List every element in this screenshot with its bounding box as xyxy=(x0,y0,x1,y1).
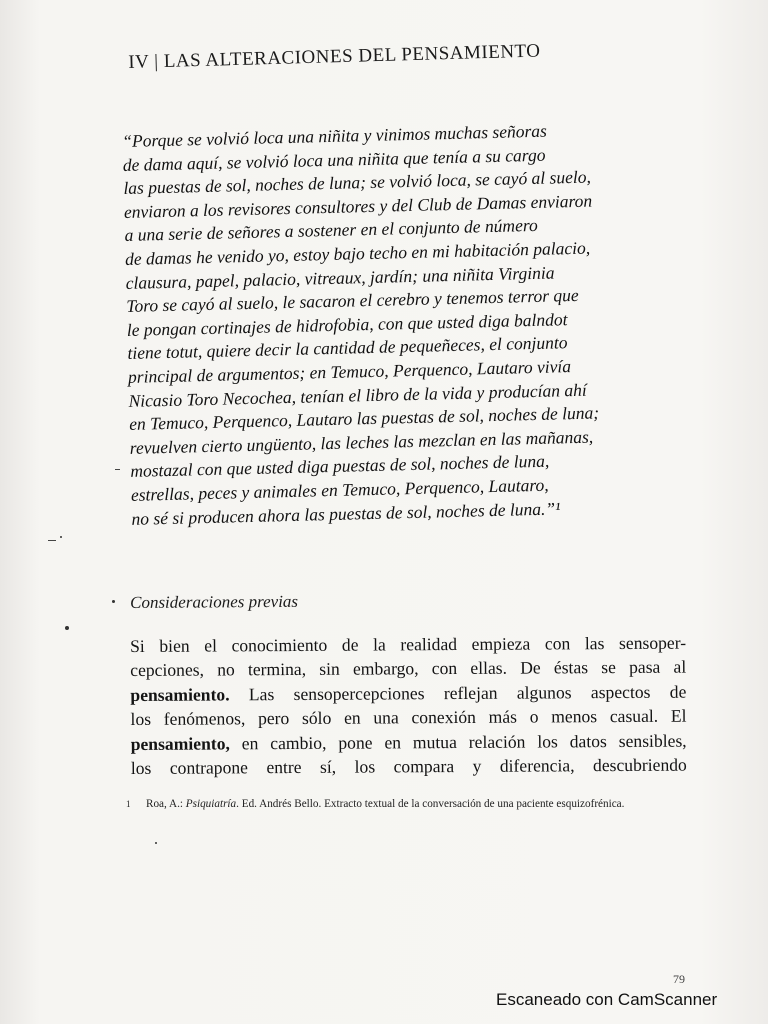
body-line-bold: pensamiento, xyxy=(130,733,230,754)
body-line xyxy=(131,753,687,781)
body-line xyxy=(130,655,686,683)
page-number: 79 xyxy=(673,972,685,986)
footnote-author: Roa, A.: xyxy=(146,798,183,810)
body-line-text: los contrapone entre sí, los compara y diferencia, descubriendo xyxy=(130,754,687,779)
scan-mark xyxy=(115,469,120,470)
quote-line: de damas he venido yo, estoy bajo techo en mi habitación palacio, xyxy=(124,237,591,269)
camscanner-watermark: Escaneado con CamScanner xyxy=(496,990,718,1009)
quote-line: las puestas de sol, noches de luna; se volvió loca, se cayó al suelo, xyxy=(123,166,592,199)
quote-line: de dama aquí, se volvió loca una niñita que tenía a su cargo xyxy=(122,144,546,175)
body-line-text: los fenómenos, pero sólo en una conexión más o menos casual. El xyxy=(130,705,687,730)
quote-line: enviaron a los revisores consultores y del Club de Damas enviaron xyxy=(123,190,593,222)
quote-line: en Temuco, Perquenco, Lautaro las puestas de sol, noches de luna; xyxy=(128,402,600,435)
quote-line: Nicasio Toro Necochea, tenían el libro de la vida y producían ahí xyxy=(128,379,587,411)
quote-line: “Porque se volvió loca una niñita y vinimos muchas señoras xyxy=(122,120,548,151)
body-line-text: Si bien el conocimiento de la realidad empieza con las sensoper- xyxy=(130,632,687,656)
quote-line: le pongan cortinajes de hidrofobia, con que usted diga balndot xyxy=(126,308,568,340)
section-heading: Consideraciones previas xyxy=(130,591,299,612)
quote-line: mostazal con que usted diga puestas de sol, noches de luna, xyxy=(130,450,550,482)
footnote-marker: 1 xyxy=(126,799,131,809)
body-line-text: cepciones, no termina, sin embargo, con ellas. De éstas se pasa al xyxy=(130,657,687,681)
quote-line: principal de argumentos; en Temuco, Perquenco, Lautaro vivía xyxy=(127,356,572,387)
chapter-title: IV | LAS ALTERACIONES DEL PENSAMIENTO xyxy=(128,40,541,73)
quote-line: clausura, papel, palacio, vitreaux, jardín; una niñita Virginia xyxy=(125,262,555,293)
quote-line: Toro se cayó al suelo, le sacaron el cerebro y tenemos terror que xyxy=(126,285,579,317)
quote-line: revuelven cierto ungüento, las leches las mezclan en las mañanas, xyxy=(129,426,594,458)
body-line xyxy=(131,728,687,756)
footnote-rest: . Ed. Andrés Bello. Extracto textual de la conversación de una paciente esquizofrénica. xyxy=(236,798,625,810)
body-line xyxy=(130,704,686,732)
patient-quote xyxy=(122,116,702,531)
body-line-bold: pensamiento. xyxy=(130,684,230,705)
body-line xyxy=(130,679,686,707)
scan-speck xyxy=(155,842,157,844)
footnote xyxy=(126,797,686,812)
quote-line: a una serie de señores a sostener en el conjunto de número xyxy=(124,215,538,246)
scan-mark xyxy=(48,540,56,541)
quote-line: tiene totut, quiere decir la cantidad de pequeñeces, el conjunto xyxy=(127,332,568,364)
footnote-text xyxy=(146,797,681,812)
scan-speck xyxy=(112,600,115,603)
body-line xyxy=(130,631,686,659)
body-line-text: en cambio, pone en mutua relación los datos sensibles, xyxy=(229,730,687,754)
quote-line: no sé si producen ahora las puestas de sol, noches de luna.”¹ xyxy=(131,497,561,529)
scan-speck xyxy=(65,626,69,630)
body-line-text: Las sensopercepciones reflejan algunos aspectos de xyxy=(229,681,687,705)
footnote-work: Psiquiatría xyxy=(185,798,237,810)
scan-speck xyxy=(60,536,62,538)
quote-line: estrellas, peces y animales en Temuco, Perquenco, Lautaro, xyxy=(130,474,549,505)
body-paragraph xyxy=(130,631,687,781)
